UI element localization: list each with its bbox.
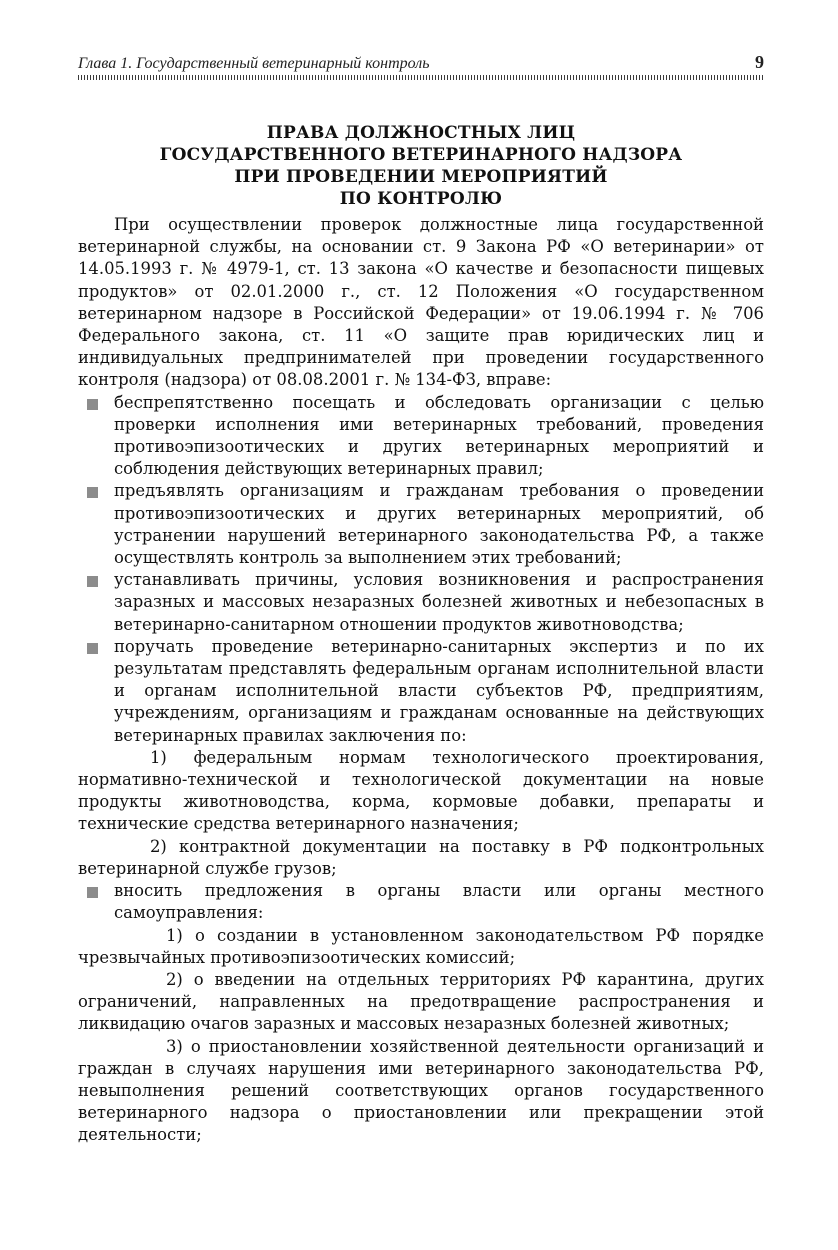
section-title-line: ПРАВА ДОЛЖНОСТНЫХ ЛИЦ bbox=[266, 123, 576, 143]
book-page bbox=[78, 52, 764, 1147]
section-title-line: ПРИ ПРОВЕДЕНИИ МЕРОПРИЯТИЙ bbox=[234, 167, 608, 187]
running-head bbox=[78, 52, 764, 72]
sub-item: 3) о приостановлении хозяйственной деятельности организаций и граждан в случаях нарушения ими ветеринарного законодательства РФ, невыполнения решений соответствующих органов государственного ветеринарного надзора о приостановлении или прекращении этой деятельности; bbox=[78, 1036, 764, 1145]
header-rule bbox=[78, 75, 764, 80]
page-number: 9 bbox=[755, 52, 764, 72]
sub-item: 2) контрактной документации на поставку в РФ подконтрольных ветеринарной службе грузов; bbox=[78, 836, 764, 878]
list-item-text: устанавливать причины, условия возникновения и распространения заразных и массовых незаразных болезней животных и небезопасных в ветеринарно-санитарном отношении продуктов животноводства; bbox=[114, 570, 764, 634]
list-item-text: вносить предложения в органы власти или органы местного самоуправления: bbox=[114, 881, 764, 923]
square-bullet-icon bbox=[87, 576, 98, 587]
rights-list-continued bbox=[78, 880, 764, 924]
sub-item: 1) о создании в установленном законодательством РФ порядке чрезвычайных противоэпизоотических комиссий; bbox=[78, 925, 764, 967]
list-item-text: поручать проведение ветеринарно-санитарных экспертиз и по их результатам представлять федеральным органам исполнительной власти и органам исполнительной власти субъектов РФ, предприятиям, учреждениям, организациям и гражданам основанные на действующих ветеринарных правилах заключения по: bbox=[114, 636, 764, 745]
sub-item: 1) федеральным нормам технологического проектирования, нормативно-технической и технологической документации на новые продукты животноводства, корма, кормовые добавки, препараты и технические средства ветеринарного назначения; bbox=[78, 747, 764, 834]
square-bullet-icon bbox=[87, 399, 98, 410]
square-bullet-icon bbox=[87, 887, 98, 898]
square-bullet-icon bbox=[87, 487, 98, 498]
section-title bbox=[78, 122, 764, 210]
list-item bbox=[78, 392, 764, 481]
running-title: Глава 1. Государственный ветеринарный контроль bbox=[78, 55, 430, 72]
section-title-line: ПО КОНТРОЛЮ bbox=[339, 189, 503, 209]
body-text bbox=[78, 214, 764, 1147]
list-item bbox=[78, 480, 764, 569]
section-title-line: ГОСУДАРСТВЕННОГО ВЕТЕРИНАРНОГО НАДЗОРА bbox=[159, 145, 683, 165]
sub-item: 2) о введении на отдельных территориях РФ карантина, других ограничений, направленных на предотвращение распространения и ликвидацию очагов заразных и массовых незаразных болезней животных; bbox=[78, 969, 764, 1034]
list-item bbox=[78, 880, 764, 924]
list-item bbox=[78, 569, 764, 636]
intro-paragraph: При осуществлении проверок должностные лица государственной ветеринарной службы, на основании ст. 9 Закона РФ «О ветеринарии» от 14.05.1993 г. № 4979-1, ст. 13 закона «О качестве и безопасности пищевых продуктов» от 02.01.2000 г., ст. 12 Положения «О государственном ветеринарном надзоре в Российской Федерации» от 19.06.1994 г. № 706 Федерального закона, ст. 11 «О защите прав юридических лиц и индивидуальных предпринимателей при проведении государственного контроля (надзора) от 08.08.2001 г. № 134-ФЗ, вправе: bbox=[78, 215, 764, 390]
square-bullet-icon bbox=[87, 643, 98, 654]
list-item-text: беспрепятственно посещать и обследовать организации с целью проверки исполнения ими ветеринарных требований, проведения противоэпизоотических и других ветеринарных мероприятий и соблюдения действующих ветеринарных правил; bbox=[114, 392, 764, 479]
list-item-text: предъявлять организациям и гражданам требования о проведении противоэпизоотических и других ветеринарных мероприятий, об устранении нарушений ветеринарного законодательства РФ, а также осуществлять контроль за выполнением этих требований; bbox=[114, 481, 764, 568]
rights-list bbox=[78, 392, 764, 747]
list-item bbox=[78, 636, 764, 747]
